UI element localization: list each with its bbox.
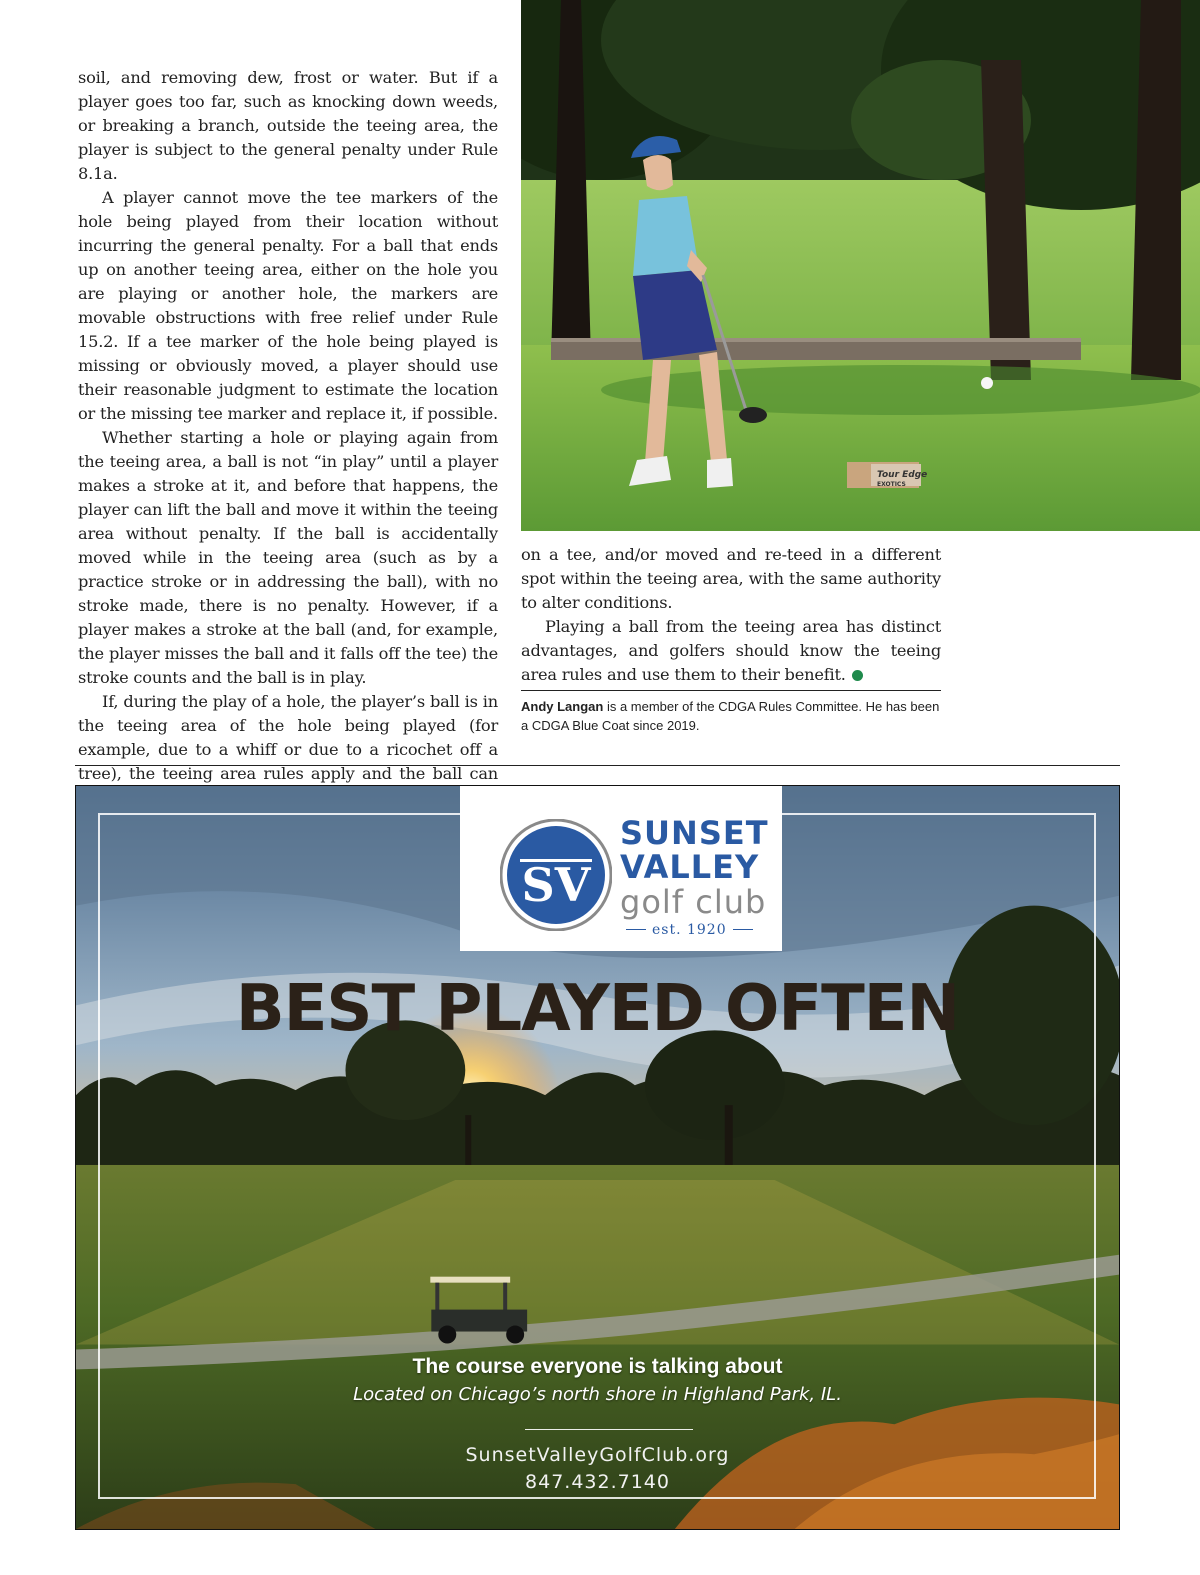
article-paragraph: Whether starting a hole or playing again from the teeing area, a ball is not “in play” until a player makes a stroke at it, and before that happens, the player can lift the ball and move it within the teeing area without penalty. If the ball is accidentally moved while in the teeing area (such as by a practice stroke or in addressing the ball), with no stroke made, there is no penalty. However, if a player makes a stroke at the ball (and, for example, the player misses the ball and it falls off the tee) the stroke counts and the ball is in play. [78,428,498,687]
article-paragraph: If, during the play of a hole, the player’s ball is in the teeing area of the hole being played (for example, due to a whiff or due to a ricochet off a tree), the teeing area rules apply and the ball can [78,692,498,783]
club-established-text: est. 1920 [652,922,727,938]
club-wordmark [620,816,780,938]
ad-headline: BEST PLAYED OFTEN [235,972,960,1046]
ad-divider [525,1429,693,1430]
article-paragraph: A player cannot move the tee markers of the hole being played from their location without incurring the general penalty. For a ball that ends up on another teeing area, either on the hole you are playing or another hole, the markers are movable obstructions with free relief under Rule 15.2. If a tee marker of the hole being played is missing or obviously moved, a player should use their reasonable judgment to estimate the location or the missing tee marker and replace it, if possible. [78,188,498,423]
article-paragraph-final [521,615,941,687]
club-phone-number: 847.432.7140 [525,1471,670,1493]
club-seal-icon [500,819,612,931]
article-paragraph: soil, and removing dew, frost or water. But if a player goes too far, such as knocking down weeds, or breaking a branch, outside the teeing area, the player is subject to the general penalty under Rule 8.1a. [78,68,498,183]
author-name: Andy Langan [521,699,604,714]
club-name-line2: VALLEY [620,848,760,886]
bio-divider [521,690,941,691]
section-divider [75,765,1120,766]
golfer-photo [521,0,1200,531]
club-website-link[interactable]: SunsetValleyGolfClub.org [465,1444,730,1466]
article-paragraph: on a tee, and/or moved and re-teed in a different spot within the teeing area, with the same authority to alter conditions. [521,545,941,612]
author-bio [521,697,941,735]
author-bio-text: is a member of the CDGA Rules Committee. He has been a CDGA Blue Coat since 2019. [521,699,940,733]
ad-location: Located on Chicago’s north shore in Highland Park, IL. [353,1384,842,1405]
end-mark-icon [852,670,863,681]
club-name-line1: SUNSET [620,814,769,852]
article-column-left [78,66,498,810]
club-name-line3: golf club [620,883,767,921]
tee-marker-sublabel: EXOTICS [877,481,906,488]
article-column-right [521,543,941,687]
article-paragraph-text: Playing a ball from the teeing area has distinct advantages, and golfers should know the teeing area rules and use them to their benefit. [521,617,941,684]
club-monogram: SV [521,858,591,912]
club-logo-panel [460,786,782,951]
tee-marker-label: Tour Edge [877,470,928,480]
sunset-valley-advertisement [75,785,1120,1530]
ad-tagline: The course everyone is talking about [412,1355,783,1378]
club-established [620,922,780,938]
